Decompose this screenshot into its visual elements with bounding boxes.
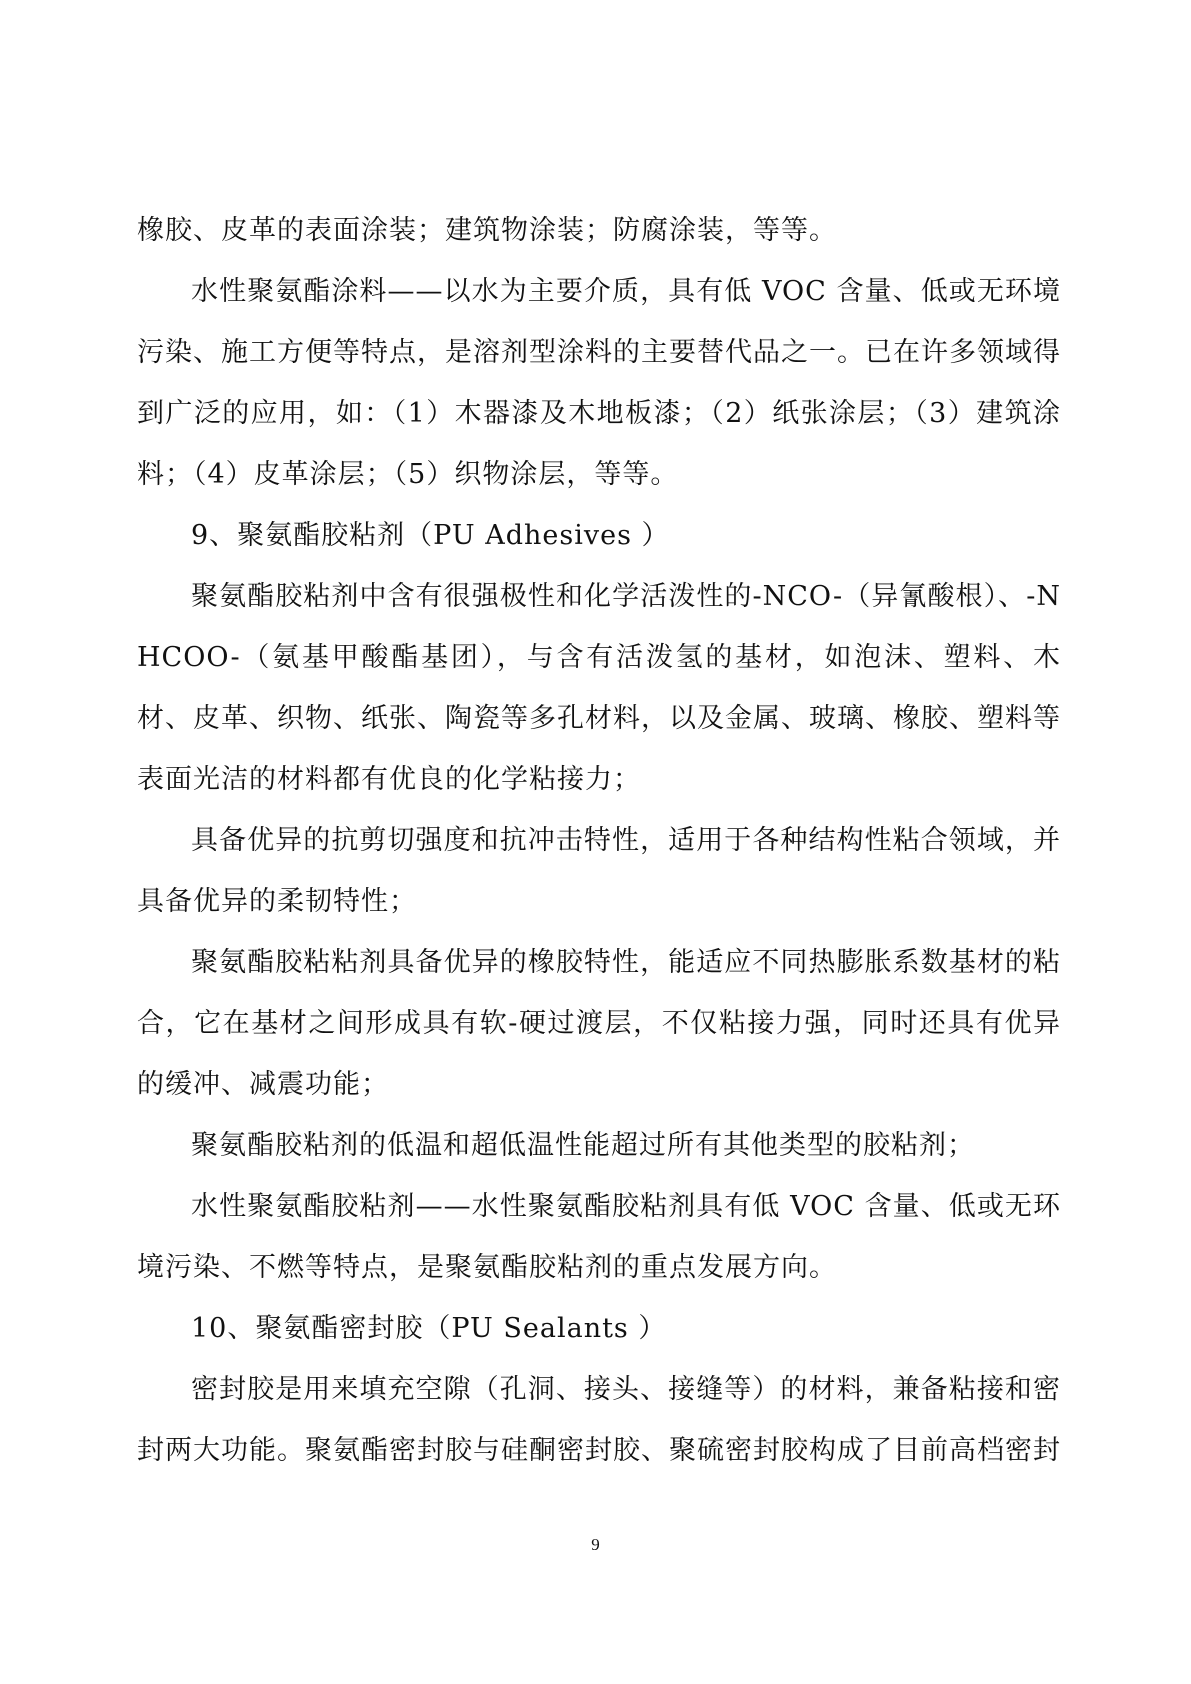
paragraph-coating-uses: 橡胶、皮革的表面涂装；建筑物涂装；防腐涂装，等等。 xyxy=(137,215,837,246)
paragraph-adhesive-rubber-properties: 聚氨酯胶粘粘剂具备优异的橡胶特性，能适应不同热膨胀系数基材的粘合，它在基材之间形成具有软-硬过渡层，不仅粘接力强，同时还具有优异的缓冲、减震功能； xyxy=(137,947,1061,1100)
section-heading-pu-sealants: 10、聚氨酯密封胶（PU Sealants ） xyxy=(191,1313,667,1344)
paragraph-waterborne-pu-adhesives: 水性聚氨酯胶粘剂——水性聚氨酯胶粘剂具有低 VOC 含量、低或无环境污染、不燃等特点，是聚氨酯胶粘剂的重点发展方向。 xyxy=(137,1191,1061,1283)
paragraph-sealant-definition: 密封胶是用来填充空隙（孔洞、接头、接缝等）的材料，兼备粘接和密封两大功能。聚氨酯密封胶与硅酮密封胶、聚硫密封胶构成了目前高档密封 xyxy=(137,1374,1061,1466)
paragraph-adhesive-shear-strength: 具备优异的抗剪切强度和抗冲击特性，适用于各种结构性粘合领域，并具备优异的柔韧特性； xyxy=(137,825,1061,917)
page-body xyxy=(137,200,1061,1481)
paragraph-waterborne-pu-coatings: 水性聚氨酯涂料——以水为主要介质，具有低 VOC 含量、低或无环境污染、施工方便等特点，是溶剂型涂料的主要替代品之一。已在许多领域得到广泛的应用，如：（1）木器漆及木地板漆；（2）纸张涂层；（3）建筑涂料；（4）皮革涂层；（5）织物涂层，等等。 xyxy=(137,276,1061,490)
paragraph-adhesive-polarity: 聚氨酯胶粘剂中含有很强极性和化学活泼性的-NCO-（异氰酸根）、-NHCOO-（氨基甲酸酯基团），与含有活泼氢的基材，如泡沫、塑料、木材、皮革、织物、纸张、陶瓷等多孔材料，以及金属、玻璃、橡胶、塑料等表面光洁的材料都有优良的化学粘接力； xyxy=(137,581,1061,795)
paragraph-adhesive-low-temperature: 聚氨酯胶粘剂的低温和超低温性能超过所有其他类型的胶粘剂； xyxy=(191,1130,975,1161)
page-number: 9 xyxy=(591,1535,600,1554)
section-heading-pu-adhesives: 9、聚氨酯胶粘剂（PU Adhesives ） xyxy=(191,520,670,551)
